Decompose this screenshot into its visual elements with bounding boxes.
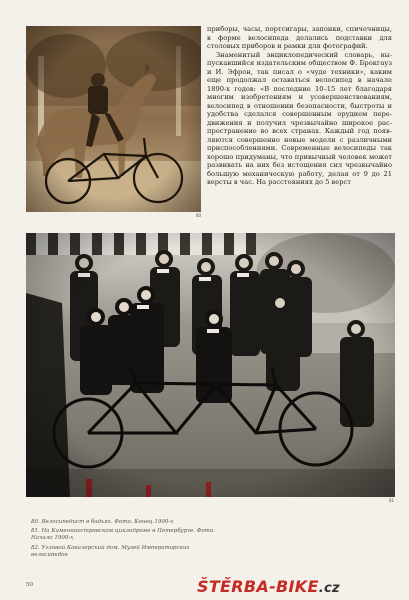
caption-81: 81. На Каменноостровском циклодроме в Петербурге. Фото. Начало 1900-х: [31, 528, 215, 542]
logo-brand: ŠTĚRBA: [197, 577, 270, 596]
body-text: [207, 25, 392, 187]
photo-cyclists-group: [26, 233, 395, 497]
body-paragraph-2: Знаменитый энциклопедический словарь, выпускавшийся издательским обществом Ф. Брокгауз и И. Эфрон, так писал о «чуде техники», каким еще продолжал оставаться велосипед в начале 1890-х годов: «В последние 10–15 лет благодаря многим изобретениям и усовершенствованиям, велосипед в отношении безопасности, быстроты и удобства сделался совершенным орудием передвижения и получил чрезвычайно широкое распространение во всех странах. Каждый год появляются совершенно новые модели с различными приспособлениями. Современные велосипеды так хорошо придуманы, что привычный человек может развивать на них без истощения сил чрезвычайно большую механическую работу, делая от 9 до 21 версты в час. На расстояниях до 5 верст: [207, 50, 392, 186]
photo-cyclists-group-image: [26, 233, 395, 497]
body-paragraph-1: приборы, часы, портсигары, запонки, спичечницы, в форме велосипеда делались подставки для столовых приборов и рамки для фотографий.: [207, 25, 392, 50]
photo-cyclist-with-horse: [26, 26, 201, 212]
captions: [31, 519, 221, 561]
photo-number-80: 80: [196, 213, 202, 218]
logo-tld: .cz: [318, 581, 340, 596]
photo-cyclist-with-horse-image: [26, 26, 201, 212]
caption-82: 82. Угловой Кавалерский дом. Музей Императорских велосипедов: [31, 544, 190, 558]
photo-number-81: 81: [389, 498, 395, 503]
logo-bike: -BIKE: [269, 577, 319, 596]
site-logo[interactable]: [197, 577, 403, 599]
caption-80: 80. Велосипедист в бадьях. Фото. Конец 1900-х: [31, 519, 174, 525]
page-number: 50: [26, 582, 33, 588]
